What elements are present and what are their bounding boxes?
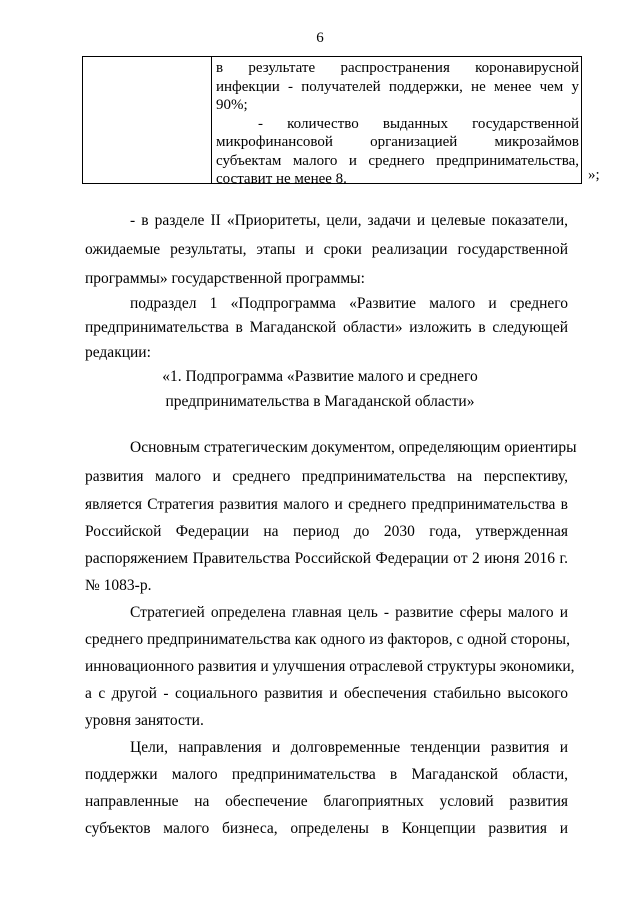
body-line: Цели, направления и долговременные тенденции развития и bbox=[130, 739, 568, 756]
body-line: редакции: bbox=[85, 344, 151, 361]
table-cell-line: составит не менее 8. bbox=[216, 171, 347, 187]
table-cell-line: инфекции - получателей поддержки, не менее чем у bbox=[216, 78, 579, 95]
table-left-cell bbox=[83, 57, 212, 183]
body-line: Основным стратегическим документом, определяющим ориентиры bbox=[130, 439, 577, 456]
body-line: подраздел 1 «Подпрограмма «Развитие малого и среднего bbox=[130, 295, 568, 312]
body-line: поддержки малого предпринимательства в Магаданской области, bbox=[85, 766, 568, 783]
table-cell-line: микрофинансовой организацией микрозаймов bbox=[216, 134, 579, 150]
body-line: Стратегией определена главная цель - развитие сферы малого и bbox=[130, 604, 568, 621]
body-line: уровня занятости. bbox=[85, 712, 204, 729]
body-line: предпринимательства в Магаданской области» изложить в следующей bbox=[85, 319, 568, 336]
body-line: является Стратегия развития малого и среднего предпринимательства в bbox=[85, 496, 568, 513]
body-line: - в разделе II «Приоритеты, цели, задачи и целевые показатели, bbox=[130, 212, 568, 229]
body-line: распоряжением Правительства Российской Федерации от 2 июня 2016 г. bbox=[85, 550, 568, 567]
subsection-heading-line: «1. Подпрограмма «Развитие малого и среднего bbox=[162, 368, 478, 385]
closing-quote-mark: »; bbox=[588, 167, 600, 183]
body-line: инновационного развития и улучшения отраслевой структуры экономики, bbox=[85, 658, 575, 675]
body-line: а с другой - социального развития и обеспечения стабильно высокого bbox=[85, 685, 568, 702]
body-line: направленные на обеспечение благоприятных условий развития bbox=[85, 793, 568, 810]
body-line: программы» государственной программы: bbox=[85, 270, 365, 287]
body-line: среднего предпринимательства как одного из факторов, с одной стороны, bbox=[85, 631, 570, 648]
table-cell-line: в результате распространения коронавирусной bbox=[216, 60, 579, 76]
body-line: развития малого и среднего предпринимательства на перспективу, bbox=[85, 468, 568, 485]
subsection-heading-line: предпринимательства в Магаданской области» bbox=[165, 393, 475, 410]
body-line: № 1083-р. bbox=[85, 577, 152, 594]
page-number: 6 bbox=[316, 30, 324, 46]
body-line: ожидаемые результаты, этапы и сроки реализации государственной bbox=[85, 241, 568, 258]
table-cell-line: - количество выданных государственной bbox=[258, 115, 579, 132]
table-cell-line: 90%; bbox=[216, 97, 248, 113]
body-line: субъектов малого бизнеса, определены в Концепции развития и bbox=[85, 820, 568, 837]
body-line: Российской Федерации на период до 2030 года, утвержденная bbox=[85, 523, 568, 540]
table-right-cell bbox=[212, 57, 581, 187]
table bbox=[82, 56, 582, 187]
table-cell-line: субъектам малого и среднего предпринимательства, bbox=[216, 152, 579, 169]
